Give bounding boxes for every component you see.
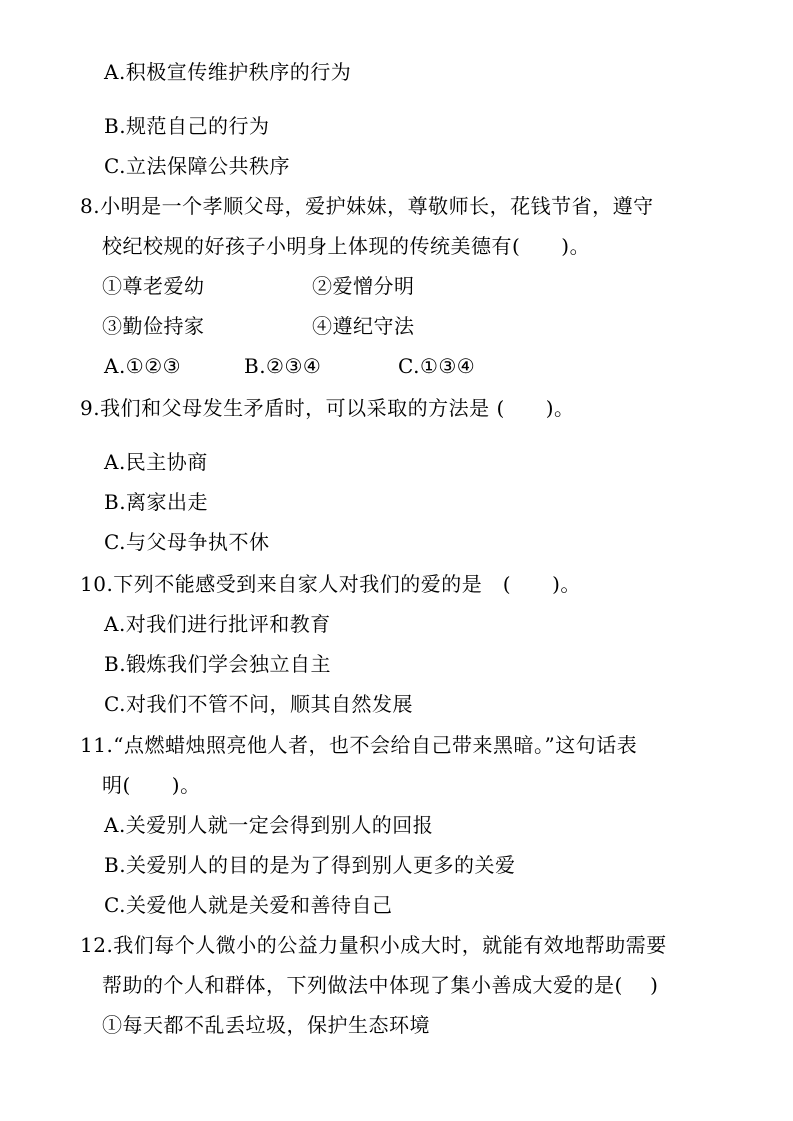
q12-stem-line1: 12.我们每个人微小的公益力量积小成大时，就能有效地帮助需要 [80, 933, 667, 957]
q9-stem: 9.我们和父母发生矛盾时，可以采取的方法是 ( )。 [80, 396, 575, 420]
q10-option-a: A.对我们进行批评和教育 [104, 612, 331, 636]
q9-option-c: C.与父母争执不休 [104, 530, 270, 554]
q10-option-b: B.锻炼我们学会独立自主 [104, 652, 332, 676]
q7-option-a: A.积极宣传维护秩序的行为 [104, 60, 352, 84]
q8-option-a: A.①②③ [104, 354, 182, 378]
q11-option-a: A.关爱别人就一定会得到别人的回报 [104, 813, 434, 837]
q12-stem-line2: 帮助的个人和群体，下列做法中体现了集小善成大爱的是( ) [102, 973, 659, 997]
q8-item-3: ③勤俭持家 [102, 314, 205, 338]
q8-stem-line2: 校纪校规的好孩子小明身上体现的传统美德有( )。 [102, 234, 591, 258]
q7-option-b: B.规范自己的行为 [104, 114, 270, 138]
q9-option-b: B.离家出走 [104, 490, 209, 514]
q8-item-4: ④遵纪守法 [312, 314, 415, 338]
q11-option-c: C.关爱他人就是关爱和善待自己 [104, 893, 393, 917]
q7-option-c: C.立法保障公共秩序 [104, 154, 290, 178]
q8-option-c: C.①③④ [398, 354, 476, 378]
q8-stem-line1: 8.小明是一个孝顺父母，爱护妹妹，尊敬师长，花钱节省，遵守 [80, 194, 654, 218]
q8-item-1: ①尊老爱幼 [102, 274, 205, 298]
q12-item-1: ①每天都不乱丢垃圾，保护生态环境 [102, 1013, 430, 1037]
q11-option-b: B.关爱别人的目的是为了得到别人更多的关爱 [104, 853, 516, 877]
q10-option-c: C.对我们不管不问，顺其自然发展 [104, 692, 413, 716]
q8-option-b: B.②③④ [244, 354, 322, 378]
q8-item-2: ②爱憎分明 [312, 274, 415, 298]
q10-stem: 10.下列不能感受到来自家人对我们的爱的是 ( )。 [80, 572, 581, 596]
q11-stem-line2: 明( )。 [102, 773, 201, 797]
q11-stem-line1: 11.“点燃蜡烛照亮他人者，也不会给自己带来黑暗。”这句话表 [80, 733, 638, 757]
q9-option-a: A.民主协商 [104, 450, 208, 474]
